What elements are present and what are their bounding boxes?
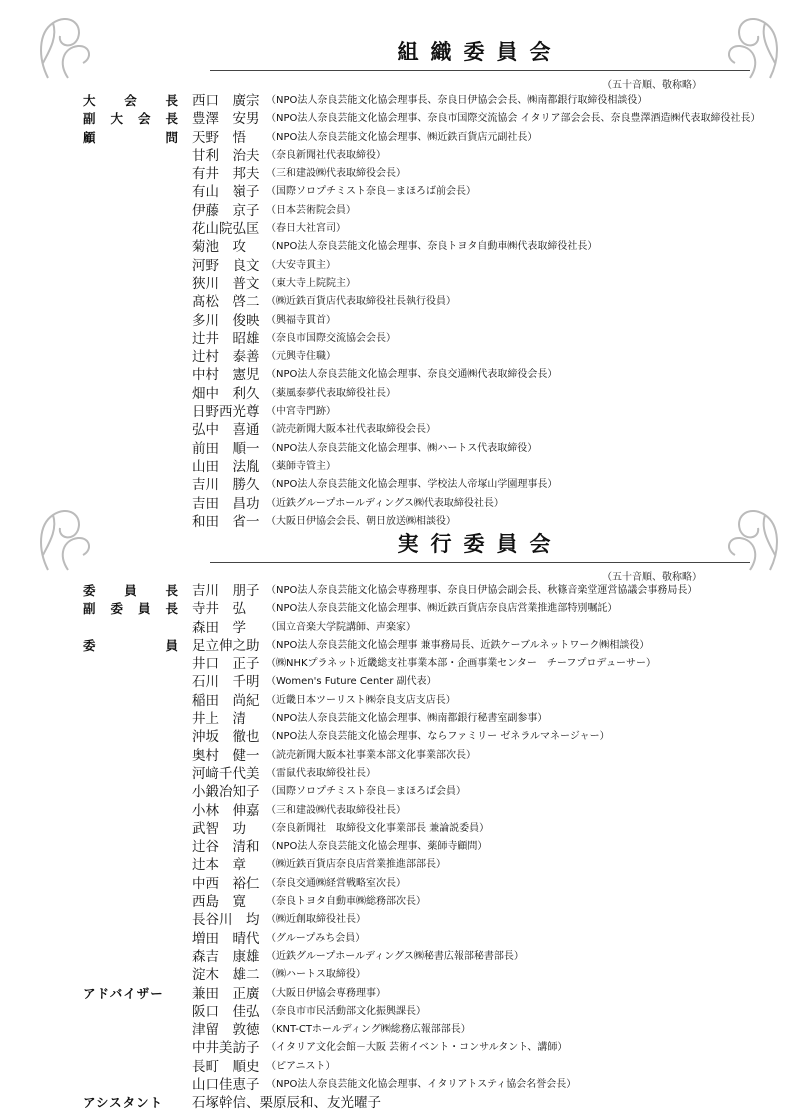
member-affiliation: （Women's Future Center 副代表）	[266, 676, 437, 688]
member-affiliation: （薬風泰夢代表取締役社長）	[266, 387, 396, 399]
member-affiliation: （大阪日伊協会専務理事）	[266, 987, 386, 999]
member-affiliation: （近畿日本ツーリスト㈱奈良支店支店長）	[266, 694, 456, 706]
member-affiliation: （大安寺貫主）	[266, 259, 336, 271]
member-name: 西島 寛	[192, 894, 246, 911]
member-affiliation: （㈱近鉄百貨店代表取締役社長執行役員）	[266, 296, 456, 308]
member-affiliation: （NPO法人奈良芸能文化協会理事、学校法人帝塚山学園理事長）	[266, 479, 558, 491]
member-affiliation: （㈱近鉄百貨店奈良店営業推進部部長）	[266, 859, 446, 871]
member-name: 石川 千明	[192, 674, 260, 691]
member-name: 小林 伸嘉	[192, 802, 260, 819]
member-affiliation: （中宮寺門跡）	[266, 406, 336, 418]
member-row	[0, 710, 800, 728]
member-row	[0, 348, 800, 366]
member-name: 森田 学	[192, 619, 246, 636]
member-affiliation: （大阪日伊協会会長、朝日放送㈱相談役）	[266, 515, 456, 527]
member-role: 副大会長	[83, 111, 178, 127]
member-role: 副委員長	[83, 601, 178, 617]
member-name: 有山 嶺子	[192, 184, 260, 201]
member-row	[0, 330, 800, 348]
member-affiliation: （NPO法人奈良芸能文化協会理事 兼事務局長、近鉄ケーブルネットワーク㈱相談役）	[266, 639, 650, 651]
member-name: 奥村 健一	[192, 747, 260, 764]
member-row	[0, 1094, 800, 1112]
member-name: 井口 正子	[192, 656, 260, 673]
member-name: 花山院弘匡	[192, 221, 260, 238]
member-name: 足立伸之助	[192, 637, 260, 654]
member-row	[0, 92, 800, 110]
member-name: 前田 順一	[192, 440, 260, 457]
member-name: 天野 悟	[192, 129, 246, 146]
member-affiliation: （奈良トヨタ自動車㈱総務部次長）	[266, 896, 426, 908]
member-row	[0, 728, 800, 746]
section-title: 組織委員会	[397, 39, 563, 64]
member-name: 河﨑千代美	[192, 765, 260, 782]
member-name: 辻谷 清和	[192, 839, 260, 856]
member-affiliation: （イタリア文化会館－大阪 芸術イベント・コンサルタント、講師）	[266, 1042, 568, 1054]
flourish-ornament-icon	[28, 8, 108, 88]
member-row	[0, 403, 800, 421]
member-affiliation: （春日大社宮司）	[266, 223, 346, 235]
member-affiliation: （NPO法人奈良芸能文化協会理事長、奈良日伊協会会長、㈱南都銀行取締役相談役）	[266, 95, 648, 106]
member-name: 辻村 泰善	[192, 349, 260, 366]
member-affiliation: （NPO法人奈良芸能文化協会理事、ならファミリー ゼネラルマネージャー）	[266, 731, 610, 743]
member-affiliation: （日本芸術院会員）	[266, 204, 356, 216]
member-affiliation: （国際ソロプチミスト奈良－まほろば前会長）	[266, 186, 476, 198]
member-row	[0, 165, 800, 183]
member-row	[0, 1021, 800, 1039]
member-name: 武智 功	[192, 820, 246, 837]
member-name: 森吉 康雄	[192, 948, 260, 965]
member-row	[0, 202, 800, 220]
member-name: 津留 敦徳	[192, 1022, 260, 1039]
member-name: 吉川 朋子	[192, 583, 260, 599]
member-list	[0, 92, 800, 531]
member-row	[0, 985, 800, 1003]
member-row	[0, 838, 800, 856]
member-affiliation: （㈱NHKプラネット近畿総支社事業本部・企画事業センター チーフプロデューサー）	[266, 658, 657, 670]
member-affiliation: （KNT-CTホールディング㈱総務広報部部長）	[266, 1024, 471, 1036]
member-affiliation: （三和建設㈱代表取締役会長）	[266, 168, 406, 180]
member-role: 大会長	[83, 93, 178, 108]
section-title: 実行委員会	[397, 531, 563, 556]
member-row	[0, 966, 800, 984]
member-name: 増田 晴代	[192, 930, 260, 947]
member-role: 顧問	[83, 129, 178, 145]
member-name: 小鍛冶知子	[192, 784, 260, 801]
member-row	[0, 257, 800, 275]
member-row	[0, 619, 800, 637]
member-role: アシスタント	[83, 1095, 164, 1111]
member-role: 委員	[83, 637, 178, 653]
member-affiliation: （奈良交通㈱経営戦略室次長）	[266, 877, 406, 889]
member-affiliation: （奈良新聞社 取締役文化事業部長 兼論説委員）	[266, 822, 490, 834]
member-row	[0, 783, 800, 801]
member-row	[0, 183, 800, 201]
member-row	[0, 1076, 800, 1094]
member-row	[0, 948, 800, 966]
member-affiliation: （東大寺上院院主）	[266, 277, 356, 289]
member-name: 沖坂 徹也	[192, 729, 260, 746]
member-row	[0, 476, 800, 494]
member-affiliation: （NPO法人奈良芸能文化協会理事、イタリアトスティ協会名誉会長）	[266, 1079, 577, 1091]
member-name: 長谷川 均	[192, 912, 260, 929]
member-affiliation: （元興寺住職）	[266, 351, 336, 363]
member-name: 寺井 弘	[192, 601, 246, 618]
member-name: 狹川 普文	[192, 275, 260, 292]
member-name: 中井美訪子	[192, 1040, 260, 1057]
member-affiliation: （ピアニスト）	[266, 1060, 336, 1072]
member-role: 委員長	[83, 583, 178, 598]
member-affiliation: （NPO法人奈良芸能文化協会理事、㈱南都銀行秘書室副参事）	[266, 713, 548, 725]
member-name: 辻井 昭雄	[192, 330, 260, 347]
member-name: 弘中 喜通	[192, 422, 260, 439]
member-row	[0, 440, 800, 458]
member-name: 日野西光尊	[192, 404, 260, 421]
member-affiliation: （近鉄グループホールディングス㈱代表取締役社長）	[266, 497, 504, 509]
section-note: （五十音順、敬称略）	[602, 80, 702, 91]
member-affiliation: （グループみち会員）	[266, 932, 366, 944]
member-row	[0, 129, 800, 147]
member-affiliation: （NPO法人奈良芸能文化協会理事、㈱ハートス代表取締役）	[266, 442, 538, 454]
member-row	[0, 421, 800, 439]
member-name: 菊池 攻	[192, 239, 246, 256]
member-affiliation: （奈良市市民活動部文化振興課長）	[266, 1005, 426, 1017]
member-name: 石塚幹信、栗原辰和、友光曜子	[192, 1095, 381, 1112]
member-affiliation: （NPO法人奈良芸能文化協会理事、薬師寺顧問）	[266, 841, 488, 853]
member-affiliation: （奈良市国際交流協会会長）	[266, 332, 396, 344]
member-name: 和田 省一	[192, 513, 260, 530]
member-row	[0, 875, 800, 893]
member-name: 辻本 章	[192, 857, 246, 874]
member-affiliation: （NPO法人奈良芸能文化協会理事、奈良市国際交流協会 イタリア部会会長、奈良豊澤酒造㈱代表取締役社長）	[266, 113, 761, 125]
member-row	[0, 366, 800, 384]
member-name: 長町 順史	[192, 1058, 260, 1075]
member-row	[0, 600, 800, 618]
member-row	[0, 930, 800, 948]
member-row	[0, 820, 800, 838]
member-name: 西口 廣宗	[192, 93, 260, 109]
member-name: 中村 憲児	[192, 367, 260, 384]
member-affiliation: （NPO法人奈良芸能文化協会理事、㈱近鉄百貨店奈良店営業推進部特別嘱託）	[266, 603, 618, 615]
member-affiliation: （薬師寺管主）	[266, 460, 336, 472]
member-row	[0, 385, 800, 403]
member-row	[0, 692, 800, 710]
member-row	[0, 893, 800, 911]
member-row	[0, 275, 800, 293]
member-row	[0, 765, 800, 783]
member-name: 伊藤 京子	[192, 202, 260, 219]
member-row	[0, 911, 800, 929]
member-row	[0, 637, 800, 655]
member-row	[0, 582, 800, 600]
member-affiliation: （読売新聞大阪本社代表取締役会長）	[266, 424, 436, 436]
member-list	[0, 582, 800, 1113]
member-name: 畑中 利久	[192, 385, 260, 402]
member-row	[0, 110, 800, 128]
member-affiliation: （㈱ハートス取締役）	[266, 969, 366, 981]
member-name: 甘利 治夫	[192, 147, 260, 164]
member-affiliation: （NPO法人奈良芸能文化協会専務理事、奈良日伊協会副会長、秋篠音楽堂運営協議会事務局長）	[266, 585, 698, 596]
member-affiliation: （NPO法人奈良芸能文化協会理事、奈良トヨタ自動車㈱代表取締役社長）	[266, 241, 598, 253]
section-divider	[210, 562, 750, 563]
member-row	[0, 802, 800, 820]
member-row	[0, 1003, 800, 1021]
member-row	[0, 1058, 800, 1076]
member-row	[0, 458, 800, 476]
member-row	[0, 747, 800, 765]
member-affiliation: （雷鼠代表取締役社長）	[266, 767, 376, 779]
member-name: 吉川 勝久	[192, 477, 260, 494]
member-row	[0, 673, 800, 691]
member-name: 山田 法胤	[192, 458, 260, 475]
member-name: 兼田 正廣	[192, 985, 260, 1002]
member-name: 豊澤 安男	[192, 111, 260, 128]
member-row	[0, 1039, 800, 1057]
member-row	[0, 293, 800, 311]
member-affiliation: （NPO法人奈良芸能文化協会理事、㈱近鉄百貨店元副社長）	[266, 131, 538, 143]
member-affiliation: （㈱近創取締役社長）	[266, 914, 366, 926]
member-row	[0, 312, 800, 330]
member-name: 稲田 尚紀	[192, 692, 260, 709]
member-name: 阪口 佳弘	[192, 1003, 260, 1020]
section-divider	[210, 70, 750, 71]
member-name: 有井 邦夫	[192, 166, 260, 183]
member-row	[0, 220, 800, 238]
member-name: 髙松 啓二	[192, 294, 260, 311]
member-affiliation: （読売新聞大阪本社事業本部文化事業部次長）	[266, 749, 476, 761]
member-name: 井上 清	[192, 711, 246, 728]
member-name: 吉田 昌功	[192, 495, 260, 512]
member-affiliation: （興福寺貫首）	[266, 314, 336, 326]
member-affiliation: （三和建設㈱代表取締役社長）	[266, 804, 406, 816]
member-row	[0, 238, 800, 256]
member-affiliation: （国立音楽大学院講師、声楽家）	[266, 621, 416, 633]
member-name: 多川 俊映	[192, 312, 260, 329]
member-row	[0, 655, 800, 673]
member-affiliation: （NPO法人奈良芸能文化協会理事、奈良交通㈱代表取締役会長）	[266, 369, 558, 381]
member-affiliation: （奈良新聞社代表取締役）	[266, 149, 386, 161]
member-row	[0, 147, 800, 165]
section-note: （五十音順、敬称略）	[602, 572, 702, 583]
member-name: 河野 良文	[192, 257, 260, 274]
member-row	[0, 856, 800, 874]
member-row	[0, 495, 800, 513]
member-name: 中西 裕仁	[192, 875, 260, 892]
member-affiliation: （近鉄グループホールディングス㈱秘書広報部秘書部長）	[266, 950, 524, 962]
member-role: アドバイザー	[83, 985, 164, 1001]
member-affiliation: （国際ソロプチミスト奈良－まほろば会員）	[266, 786, 466, 798]
member-name: 山口佳恵子	[192, 1077, 260, 1094]
member-name: 淀木 雄二	[192, 967, 260, 984]
